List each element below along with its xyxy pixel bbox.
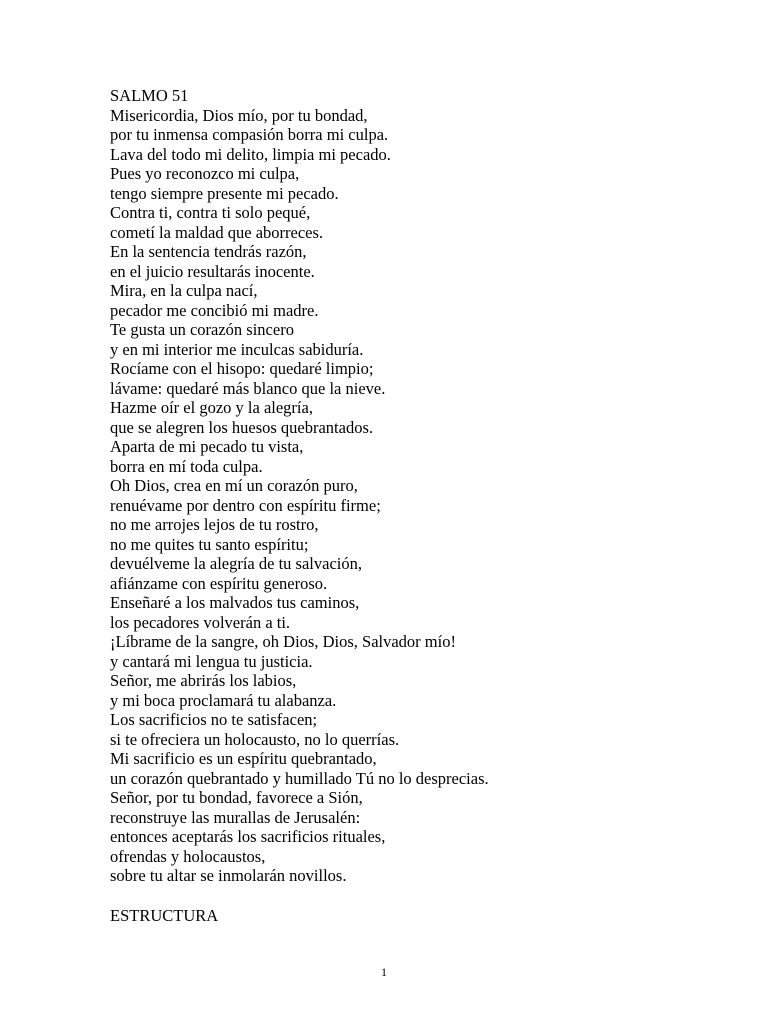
verse-line: En la sentencia tendrás razón, <box>110 242 307 261</box>
verse-line: pecador me concibió mi madre. <box>110 300 319 320</box>
verse-line: Pues yo reconozco mi culpa, <box>110 164 300 183</box>
verse-line: y en mi interior me inculcas sabiduría. <box>110 339 364 359</box>
verse-line: Mira, en la culpa nací, <box>110 281 258 300</box>
page-number: 1 <box>381 965 387 979</box>
verse-line: tengo siempre presente mi pecado. <box>110 183 339 203</box>
verse-line: Contra ti, contra ti solo pequé, <box>110 203 311 222</box>
verse-line: Aparta de mi pecado tu vista, <box>110 437 304 456</box>
verse-line: y mi boca proclamará tu alabanza. <box>110 690 337 710</box>
verse-line: Mi sacrificio es un espíritu quebrantado, <box>110 749 377 768</box>
verse-line: Rocíame con el hisopo: quedaré limpio; <box>110 359 374 378</box>
verse-line: en el juicio resultarás inocente. <box>110 261 315 281</box>
verse-line: Oh Dios, crea en mí un corazón puro, <box>110 476 358 495</box>
verse-line: Te gusta un corazón sincero <box>110 320 294 339</box>
verse-line: reconstruye las murallas de Jerusalén: <box>110 807 361 827</box>
verse-line: Señor, por tu bondad, favorece a Sión, <box>110 788 363 807</box>
verse-line: los pecadores volverán a ti. <box>110 612 291 632</box>
verse-line: sobre tu altar se inmolarán novillos. <box>110 866 347 885</box>
verse-line: Misericordia, Dios mío, por tu bondad, <box>110 105 368 125</box>
verse-line: ofrendas y holocaustos, <box>110 846 266 866</box>
verse-line: renuévame por dentro con espíritu firme; <box>110 495 381 515</box>
section-heading: ESTRUCTURA <box>110 906 219 925</box>
verse-line: ¡Líbrame de la sangre, oh Dios, Dios, Salvador mío! <box>110 632 456 651</box>
verse-line: borra en mí toda culpa. <box>110 456 263 476</box>
psalm-text <box>110 86 750 886</box>
verse-line: y cantará mi lengua tu justicia. <box>110 651 313 671</box>
verse-line: cometí la maldad que aborreces. <box>110 222 324 242</box>
verse-line: que se alegren los huesos quebrantados. <box>110 417 374 437</box>
verse-line: entonces aceptarás los sacrificios rituales, <box>110 827 386 846</box>
verse-line: Enseñaré a los malvados tus caminos, <box>110 593 360 612</box>
verse-line: Hazme oír el gozo y la alegría, <box>110 398 313 417</box>
verse-line: afiánzame con espíritu generoso. <box>110 573 328 593</box>
verse-line: por tu inmensa compasión borra mi culpa. <box>110 125 389 144</box>
verse-line: lávame: quedaré más blanco que la nieve. <box>110 378 386 398</box>
verse-line: no me quites tu santo espíritu; <box>110 534 309 554</box>
verse-line: Los sacrificios no te satisfacen; <box>110 710 318 729</box>
verse-line: devuélveme la alegría de tu salvación, <box>110 554 362 573</box>
verse-line: Lava del todo mi delito, limpia mi pecado. <box>110 144 391 164</box>
verse-line: si te ofreciera un holocausto, no lo querrías. <box>110 729 400 749</box>
verse-line: Señor, me abrirás los labios, <box>110 671 297 690</box>
verse-line: un corazón quebrantado y humillado Tú no lo desprecias. <box>110 768 489 788</box>
verse-line: no me arrojes lejos de tu rostro, <box>110 515 319 534</box>
psalm-title: SALMO 51 <box>110 86 189 105</box>
